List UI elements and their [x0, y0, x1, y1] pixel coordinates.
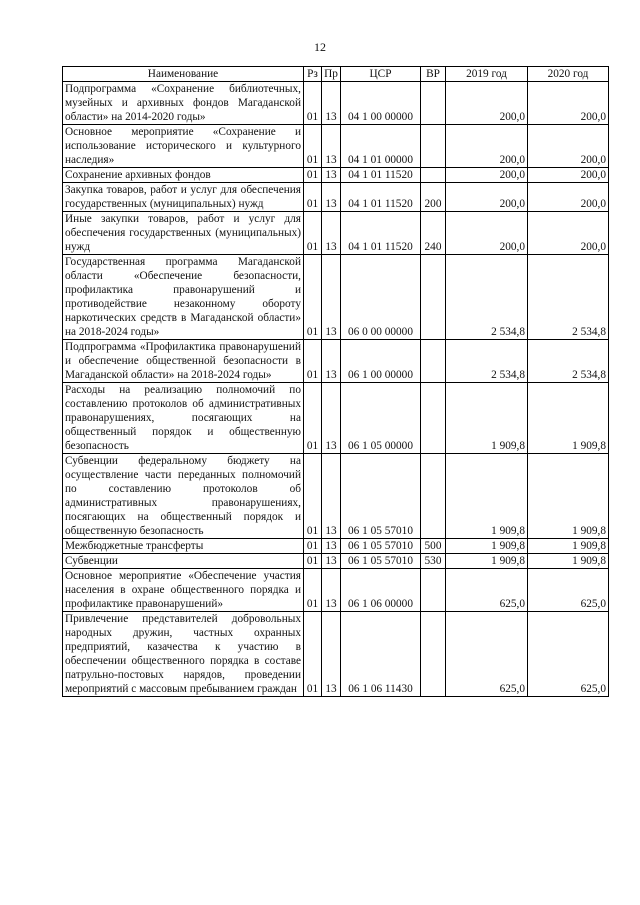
cell-vr — [421, 340, 446, 383]
cell-2019: 200,0 — [446, 82, 528, 125]
header-csr: ЦСР — [341, 67, 421, 82]
cell-rz: 01 — [304, 539, 322, 554]
table-row — [63, 539, 609, 554]
table-row — [63, 554, 609, 569]
cell-2020: 200,0 — [528, 82, 609, 125]
cell-csr: 06 1 00 00000 — [341, 340, 421, 383]
cell-name: Расходы на реализацию полномочий по составлению протоколов об административных правонарушениях, посягающих на общественный порядок и общественную безопасность — [63, 383, 304, 454]
cell-2020: 200,0 — [528, 183, 609, 212]
cell-pr: 13 — [322, 340, 341, 383]
cell-rz: 01 — [304, 383, 322, 454]
cell-2019: 1 909,8 — [446, 539, 528, 554]
header-vr: ВР — [421, 67, 446, 82]
cell-rz: 01 — [304, 554, 322, 569]
cell-2019: 200,0 — [446, 212, 528, 255]
header-2020: 2020 год — [528, 67, 609, 82]
cell-2019: 1 909,8 — [446, 454, 528, 539]
header-2019: 2019 год — [446, 67, 528, 82]
cell-pr: 13 — [322, 554, 341, 569]
cell-csr: 06 1 05 57010 — [341, 554, 421, 569]
cell-pr: 13 — [322, 125, 341, 168]
cell-2020: 2 534,8 — [528, 255, 609, 340]
cell-2020: 200,0 — [528, 212, 609, 255]
cell-csr: 06 1 06 00000 — [341, 569, 421, 612]
cell-name: Основное мероприятие «Обеспечение участия населения в охране общественного порядка и профилактике правонарушений» — [63, 569, 304, 612]
cell-rz: 01 — [304, 168, 322, 183]
cell-pr: 13 — [322, 454, 341, 539]
cell-vr — [421, 255, 446, 340]
header-row — [63, 67, 609, 82]
cell-rz: 01 — [304, 569, 322, 612]
cell-2019: 625,0 — [446, 569, 528, 612]
cell-vr: 240 — [421, 212, 446, 255]
cell-csr: 04 1 01 00000 — [341, 125, 421, 168]
cell-vr — [421, 383, 446, 454]
cell-name: Государственная программа Магаданской области «Обеспечение безопасности, профилактика правонарушений и противодействие незаконному обороту наркотических средств в Магаданской области» на 2018-2024 годы» — [63, 255, 304, 340]
cell-csr: 06 0 00 00000 — [341, 255, 421, 340]
cell-rz: 01 — [304, 82, 322, 125]
table-row — [63, 168, 609, 183]
page-number: 12 — [314, 40, 326, 54]
cell-vr — [421, 569, 446, 612]
cell-2020: 1 909,8 — [528, 539, 609, 554]
cell-2020: 625,0 — [528, 569, 609, 612]
cell-name: Подпрограмма «Профилактика правонарушений и обеспечение общественной безопасности в Магаданской области» на 2018-2024 годы» — [63, 340, 304, 383]
cell-vr — [421, 125, 446, 168]
cell-vr — [421, 82, 446, 125]
cell-pr: 13 — [322, 383, 341, 454]
header-name: Наименование — [63, 67, 304, 82]
table-row — [63, 612, 609, 697]
cell-name: Подпрограмма «Сохранение библиотечных, музейных и архивных фондов Магаданской области» на 2014-2020 годы» — [63, 82, 304, 125]
cell-2020: 2 534,8 — [528, 340, 609, 383]
cell-rz: 01 — [304, 612, 322, 697]
table-row — [63, 82, 609, 125]
budget-table — [62, 66, 609, 697]
cell-name: Субвенции федеральному бюджету на осуществление части переданных полномочий по составлению протоколов об административных правонарушениях, посягающих на общественный порядок и общественную безопасность — [63, 454, 304, 539]
cell-name: Сохранение архивных фондов — [63, 168, 304, 183]
cell-name: Привлечение представителей добровольных народных дружин, частных охранных предприятий, казачества к участию в обеспечении общественного порядка в составе патрульно-постовых нарядов, проведении мероприятий с массовым пребыванием граждан — [63, 612, 304, 697]
table-row — [63, 212, 609, 255]
cell-csr: 06 1 05 00000 — [341, 383, 421, 454]
cell-pr: 13 — [322, 539, 341, 554]
cell-csr: 06 1 05 57010 — [341, 539, 421, 554]
cell-2020: 200,0 — [528, 168, 609, 183]
cell-csr: 04 1 00 00000 — [341, 82, 421, 125]
table-row — [63, 125, 609, 168]
cell-2020: 1 909,8 — [528, 383, 609, 454]
cell-rz: 01 — [304, 212, 322, 255]
cell-rz: 01 — [304, 255, 322, 340]
header-rz: Рз — [304, 67, 322, 82]
cell-pr: 13 — [322, 569, 341, 612]
cell-pr: 13 — [322, 183, 341, 212]
cell-2020: 1 909,8 — [528, 454, 609, 539]
cell-vr — [421, 168, 446, 183]
cell-pr: 13 — [322, 612, 341, 697]
cell-csr: 04 1 01 11520 — [341, 212, 421, 255]
cell-vr — [421, 612, 446, 697]
cell-2019: 2 534,8 — [446, 255, 528, 340]
header-pr: Пр — [322, 67, 341, 82]
cell-2019: 1 909,8 — [446, 554, 528, 569]
cell-pr: 13 — [322, 212, 341, 255]
cell-pr: 13 — [322, 255, 341, 340]
cell-csr: 04 1 01 11520 — [341, 168, 421, 183]
cell-vr: 500 — [421, 539, 446, 554]
cell-rz: 01 — [304, 340, 322, 383]
cell-2019: 200,0 — [446, 183, 528, 212]
cell-2020: 625,0 — [528, 612, 609, 697]
cell-name: Основное мероприятие «Сохранение и использование исторического и культурного наследия» — [63, 125, 304, 168]
table-row — [63, 454, 609, 539]
cell-name: Иные закупки товаров, работ и услуг для обеспечения государственных (муниципальных) нужд — [63, 212, 304, 255]
cell-2019: 200,0 — [446, 168, 528, 183]
cell-rz: 01 — [304, 183, 322, 212]
cell-csr: 06 1 06 11430 — [341, 612, 421, 697]
cell-name: Субвенции — [63, 554, 304, 569]
cell-csr: 04 1 01 11520 — [341, 183, 421, 212]
cell-rz: 01 — [304, 125, 322, 168]
table-row — [63, 569, 609, 612]
cell-vr: 530 — [421, 554, 446, 569]
cell-2020: 1 909,8 — [528, 554, 609, 569]
table-header — [63, 67, 609, 82]
cell-name: Межбюджетные трансферты — [63, 539, 304, 554]
table-row — [63, 340, 609, 383]
cell-rz: 01 — [304, 454, 322, 539]
cell-pr: 13 — [322, 168, 341, 183]
cell-csr: 06 1 05 57010 — [341, 454, 421, 539]
cell-2019: 2 534,8 — [446, 340, 528, 383]
cell-2019: 200,0 — [446, 125, 528, 168]
cell-2019: 625,0 — [446, 612, 528, 697]
table-row — [63, 183, 609, 212]
table-body — [63, 82, 609, 697]
cell-vr: 200 — [421, 183, 446, 212]
table-row — [63, 383, 609, 454]
table-row — [63, 255, 609, 340]
cell-pr: 13 — [322, 82, 341, 125]
cell-name: Закупка товаров, работ и услуг для обеспечения государственных (муниципальных) нужд — [63, 183, 304, 212]
cell-2020: 200,0 — [528, 125, 609, 168]
cell-2019: 1 909,8 — [446, 383, 528, 454]
cell-vr — [421, 454, 446, 539]
